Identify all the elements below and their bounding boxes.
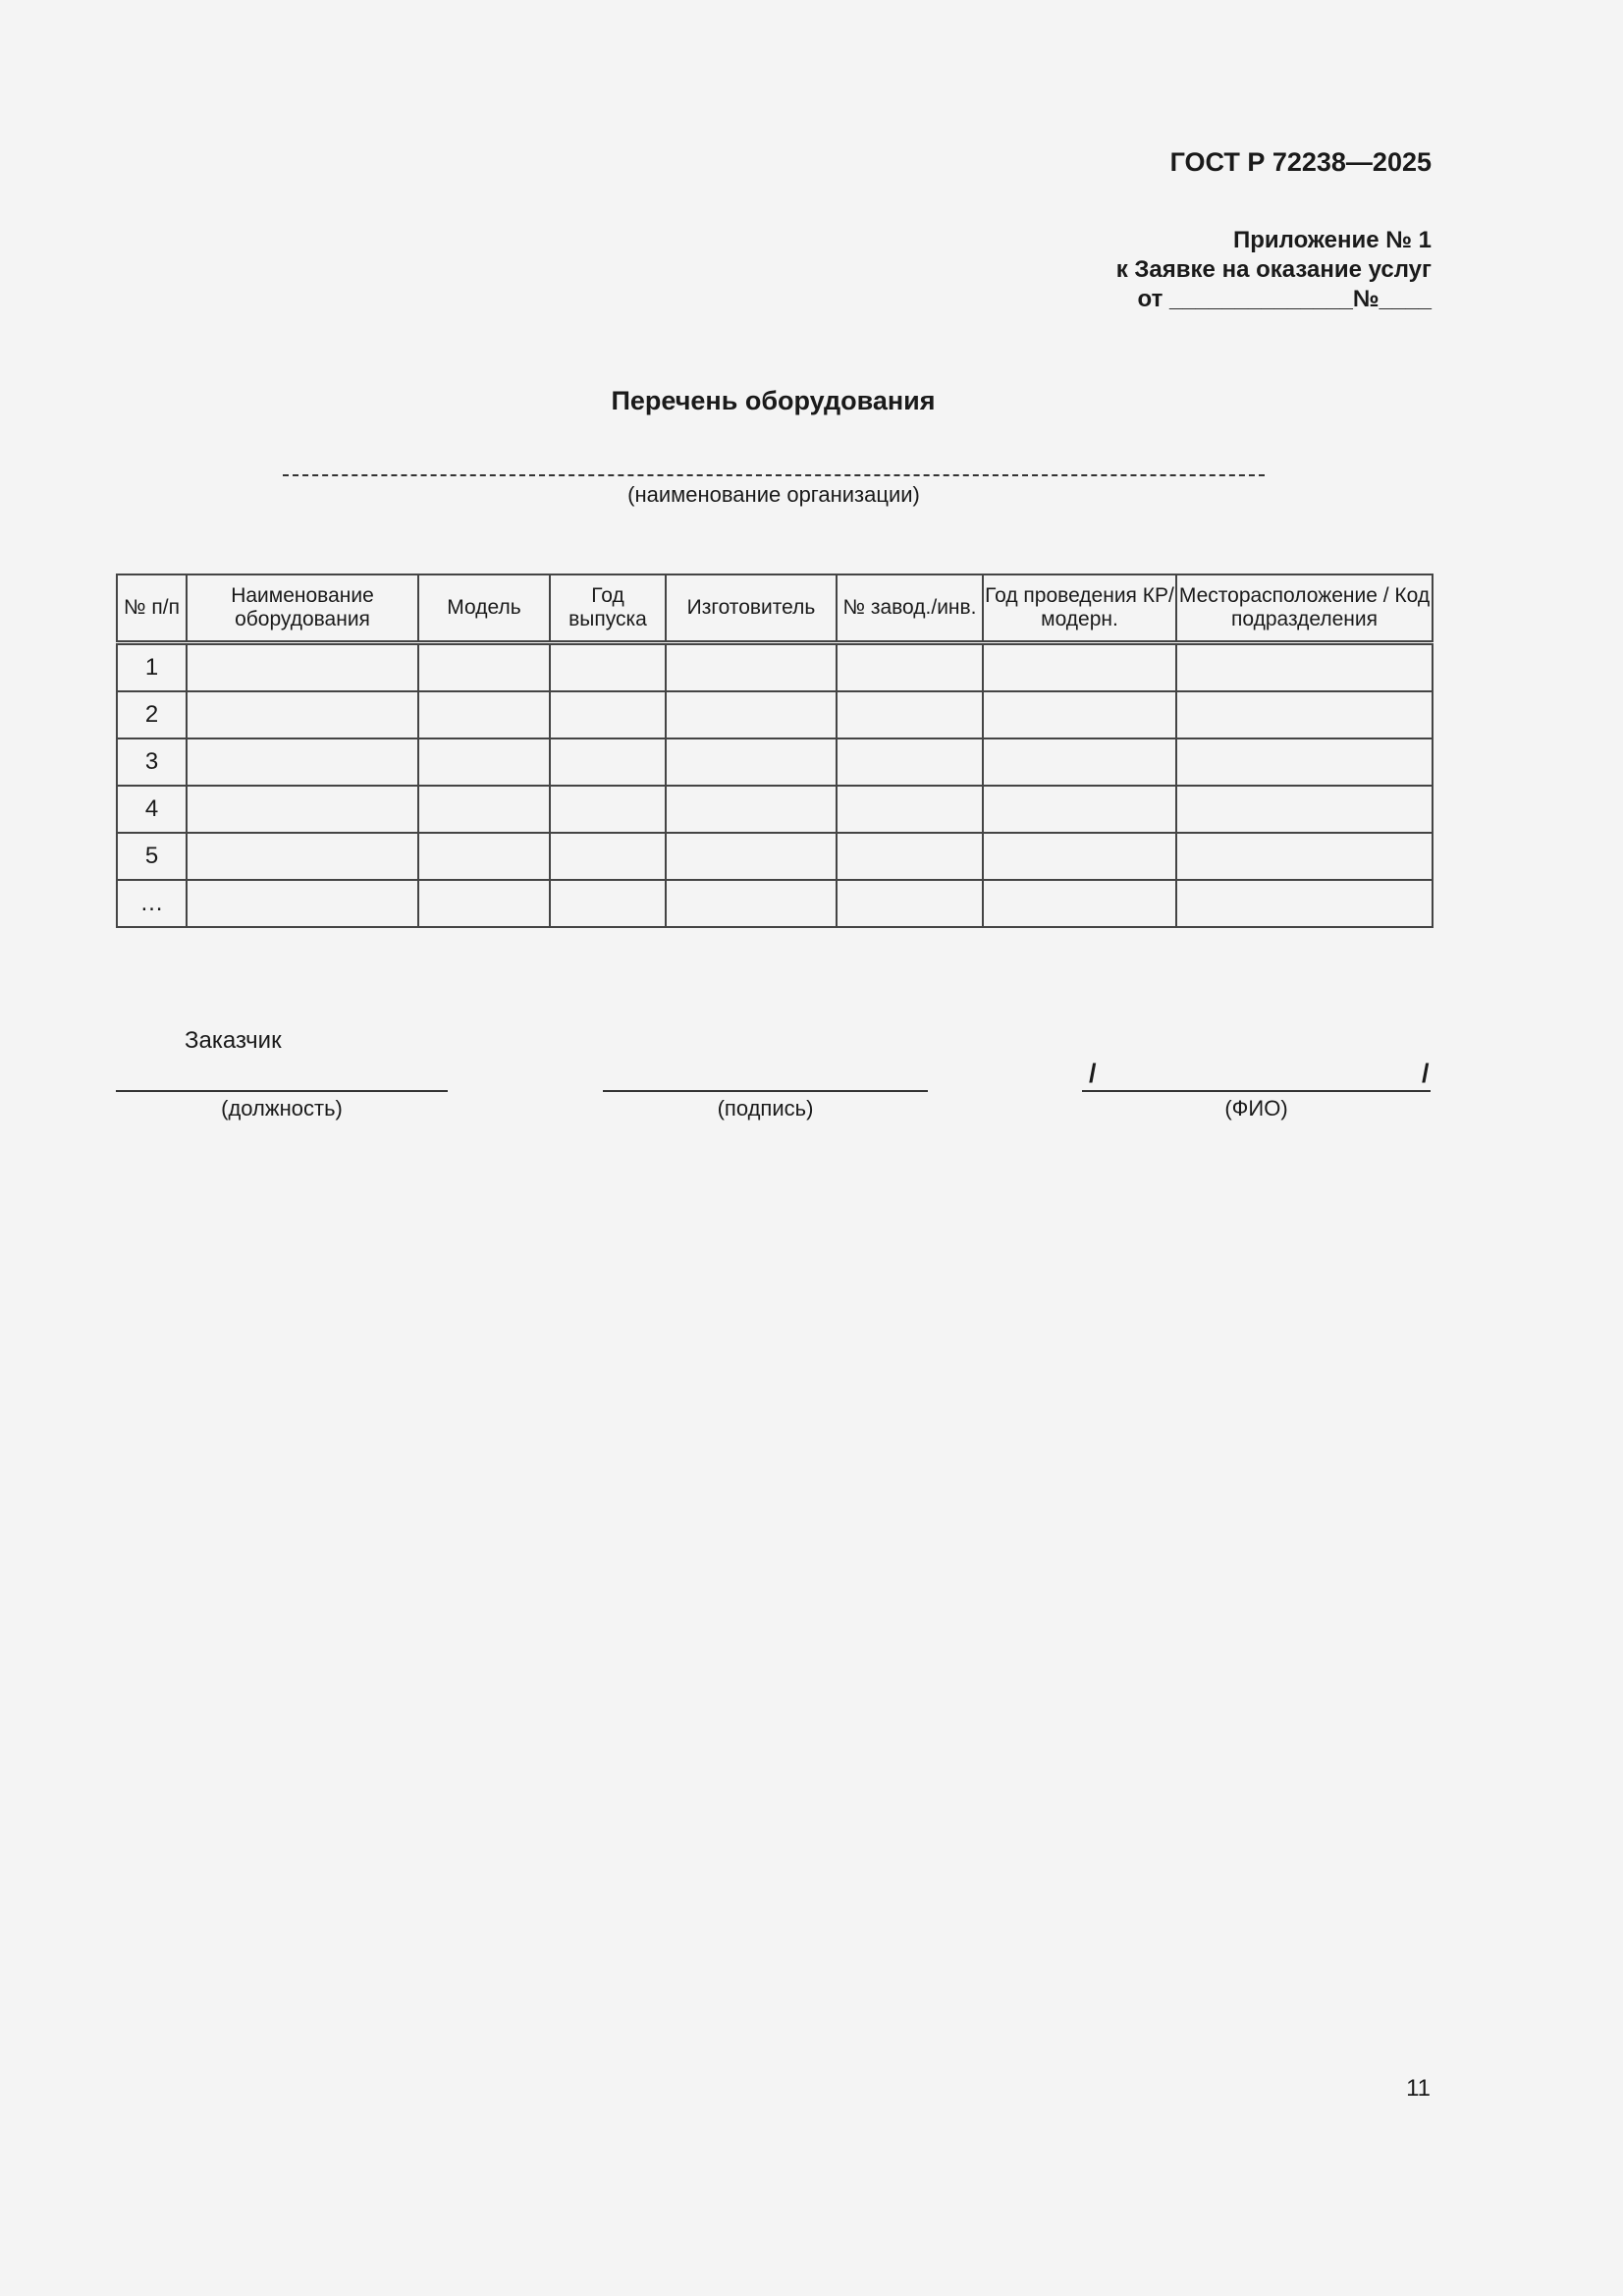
table-cell xyxy=(187,643,418,692)
table-cell xyxy=(550,880,666,927)
name-slash-right: / xyxy=(1422,1059,1430,1088)
table-cell xyxy=(187,691,418,738)
table-cell xyxy=(666,691,837,738)
table-cell xyxy=(983,691,1176,738)
row-number-cell: … xyxy=(117,880,187,927)
table-cell xyxy=(1176,738,1433,786)
table-cell xyxy=(666,643,837,692)
column-header-manufacturer: Изготовитель xyxy=(666,574,837,643)
position-line xyxy=(116,1090,448,1092)
organization-caption: (наименование организации) xyxy=(627,482,920,507)
table-cell xyxy=(418,786,550,833)
table-cell xyxy=(550,691,666,738)
table-cell xyxy=(666,786,837,833)
table-cell xyxy=(983,833,1176,880)
document-title: Перечень оборудования xyxy=(611,386,936,415)
organization-name-line xyxy=(283,474,1265,476)
column-header-serial-inventory: № завод./инв. xyxy=(837,574,983,643)
row-number-cell: 3 xyxy=(117,738,187,786)
standard-number: ГОСТ Р 72238—2025 xyxy=(1169,147,1432,177)
row-number-cell: 2 xyxy=(117,691,187,738)
row-number-cell: 5 xyxy=(117,833,187,880)
full-name-line xyxy=(1082,1090,1431,1092)
table-cell xyxy=(187,880,418,927)
table-cell xyxy=(1176,643,1433,692)
appendix-line-3: от ______________№____ xyxy=(1137,286,1432,312)
table-cell xyxy=(418,738,550,786)
table-cell xyxy=(837,786,983,833)
position-caption: (должность) xyxy=(221,1096,343,1121)
table-cell xyxy=(550,786,666,833)
table-cell xyxy=(187,738,418,786)
table-cell xyxy=(550,643,666,692)
appendix-line-1: Приложение № 1 xyxy=(1232,227,1432,253)
column-header-location: Месторасположение / Код подразделения xyxy=(1176,574,1433,643)
appendix-line-2: к Заявке на оказание услуг xyxy=(1115,256,1432,283)
table-cell xyxy=(837,643,983,692)
table-cell xyxy=(983,643,1176,692)
row-number-cell: 4 xyxy=(117,786,187,833)
table-row xyxy=(117,833,1433,880)
table-cell xyxy=(1176,833,1433,880)
table-row xyxy=(117,691,1433,738)
table-cell xyxy=(666,833,837,880)
full-name-caption: (ФИО) xyxy=(1224,1096,1288,1121)
table-row xyxy=(117,738,1433,786)
table-cell xyxy=(983,880,1176,927)
column-header-year: Год выпуска xyxy=(550,574,666,643)
signature-line xyxy=(603,1090,928,1092)
table-cell xyxy=(1176,691,1433,738)
table-cell xyxy=(983,786,1176,833)
table-cell xyxy=(837,691,983,738)
equipment-table xyxy=(116,574,1434,928)
signature-caption: (подпись) xyxy=(717,1096,814,1121)
table-cell xyxy=(418,833,550,880)
column-header-equipment-name: Наименование оборудования xyxy=(187,574,418,643)
table-cell xyxy=(837,833,983,880)
appendix-note xyxy=(1116,226,1432,314)
column-header-number: № п/п xyxy=(117,574,187,643)
column-header-overhaul-year: Год проведения КР/модерн. xyxy=(983,574,1176,643)
table-cell xyxy=(550,738,666,786)
table-header-row xyxy=(117,574,1433,643)
column-header-model: Модель xyxy=(418,574,550,643)
table-cell xyxy=(666,738,837,786)
table-cell xyxy=(1176,786,1433,833)
table-cell xyxy=(837,880,983,927)
page-number: 11 xyxy=(1406,2075,1431,2102)
table-cell xyxy=(418,643,550,692)
table-cell xyxy=(837,738,983,786)
table-row xyxy=(117,643,1433,692)
row-number-cell: 1 xyxy=(117,643,187,692)
table-cell xyxy=(666,880,837,927)
table-cell xyxy=(983,738,1176,786)
table-cell xyxy=(418,691,550,738)
table-cell xyxy=(187,833,418,880)
name-slash-left: / xyxy=(1089,1059,1097,1088)
table-cell xyxy=(418,880,550,927)
table-row xyxy=(117,880,1433,927)
table-row xyxy=(117,786,1433,833)
table-cell xyxy=(550,833,666,880)
customer-label: Заказчик xyxy=(185,1027,282,1054)
table-cell xyxy=(187,786,418,833)
table-cell xyxy=(1176,880,1433,927)
